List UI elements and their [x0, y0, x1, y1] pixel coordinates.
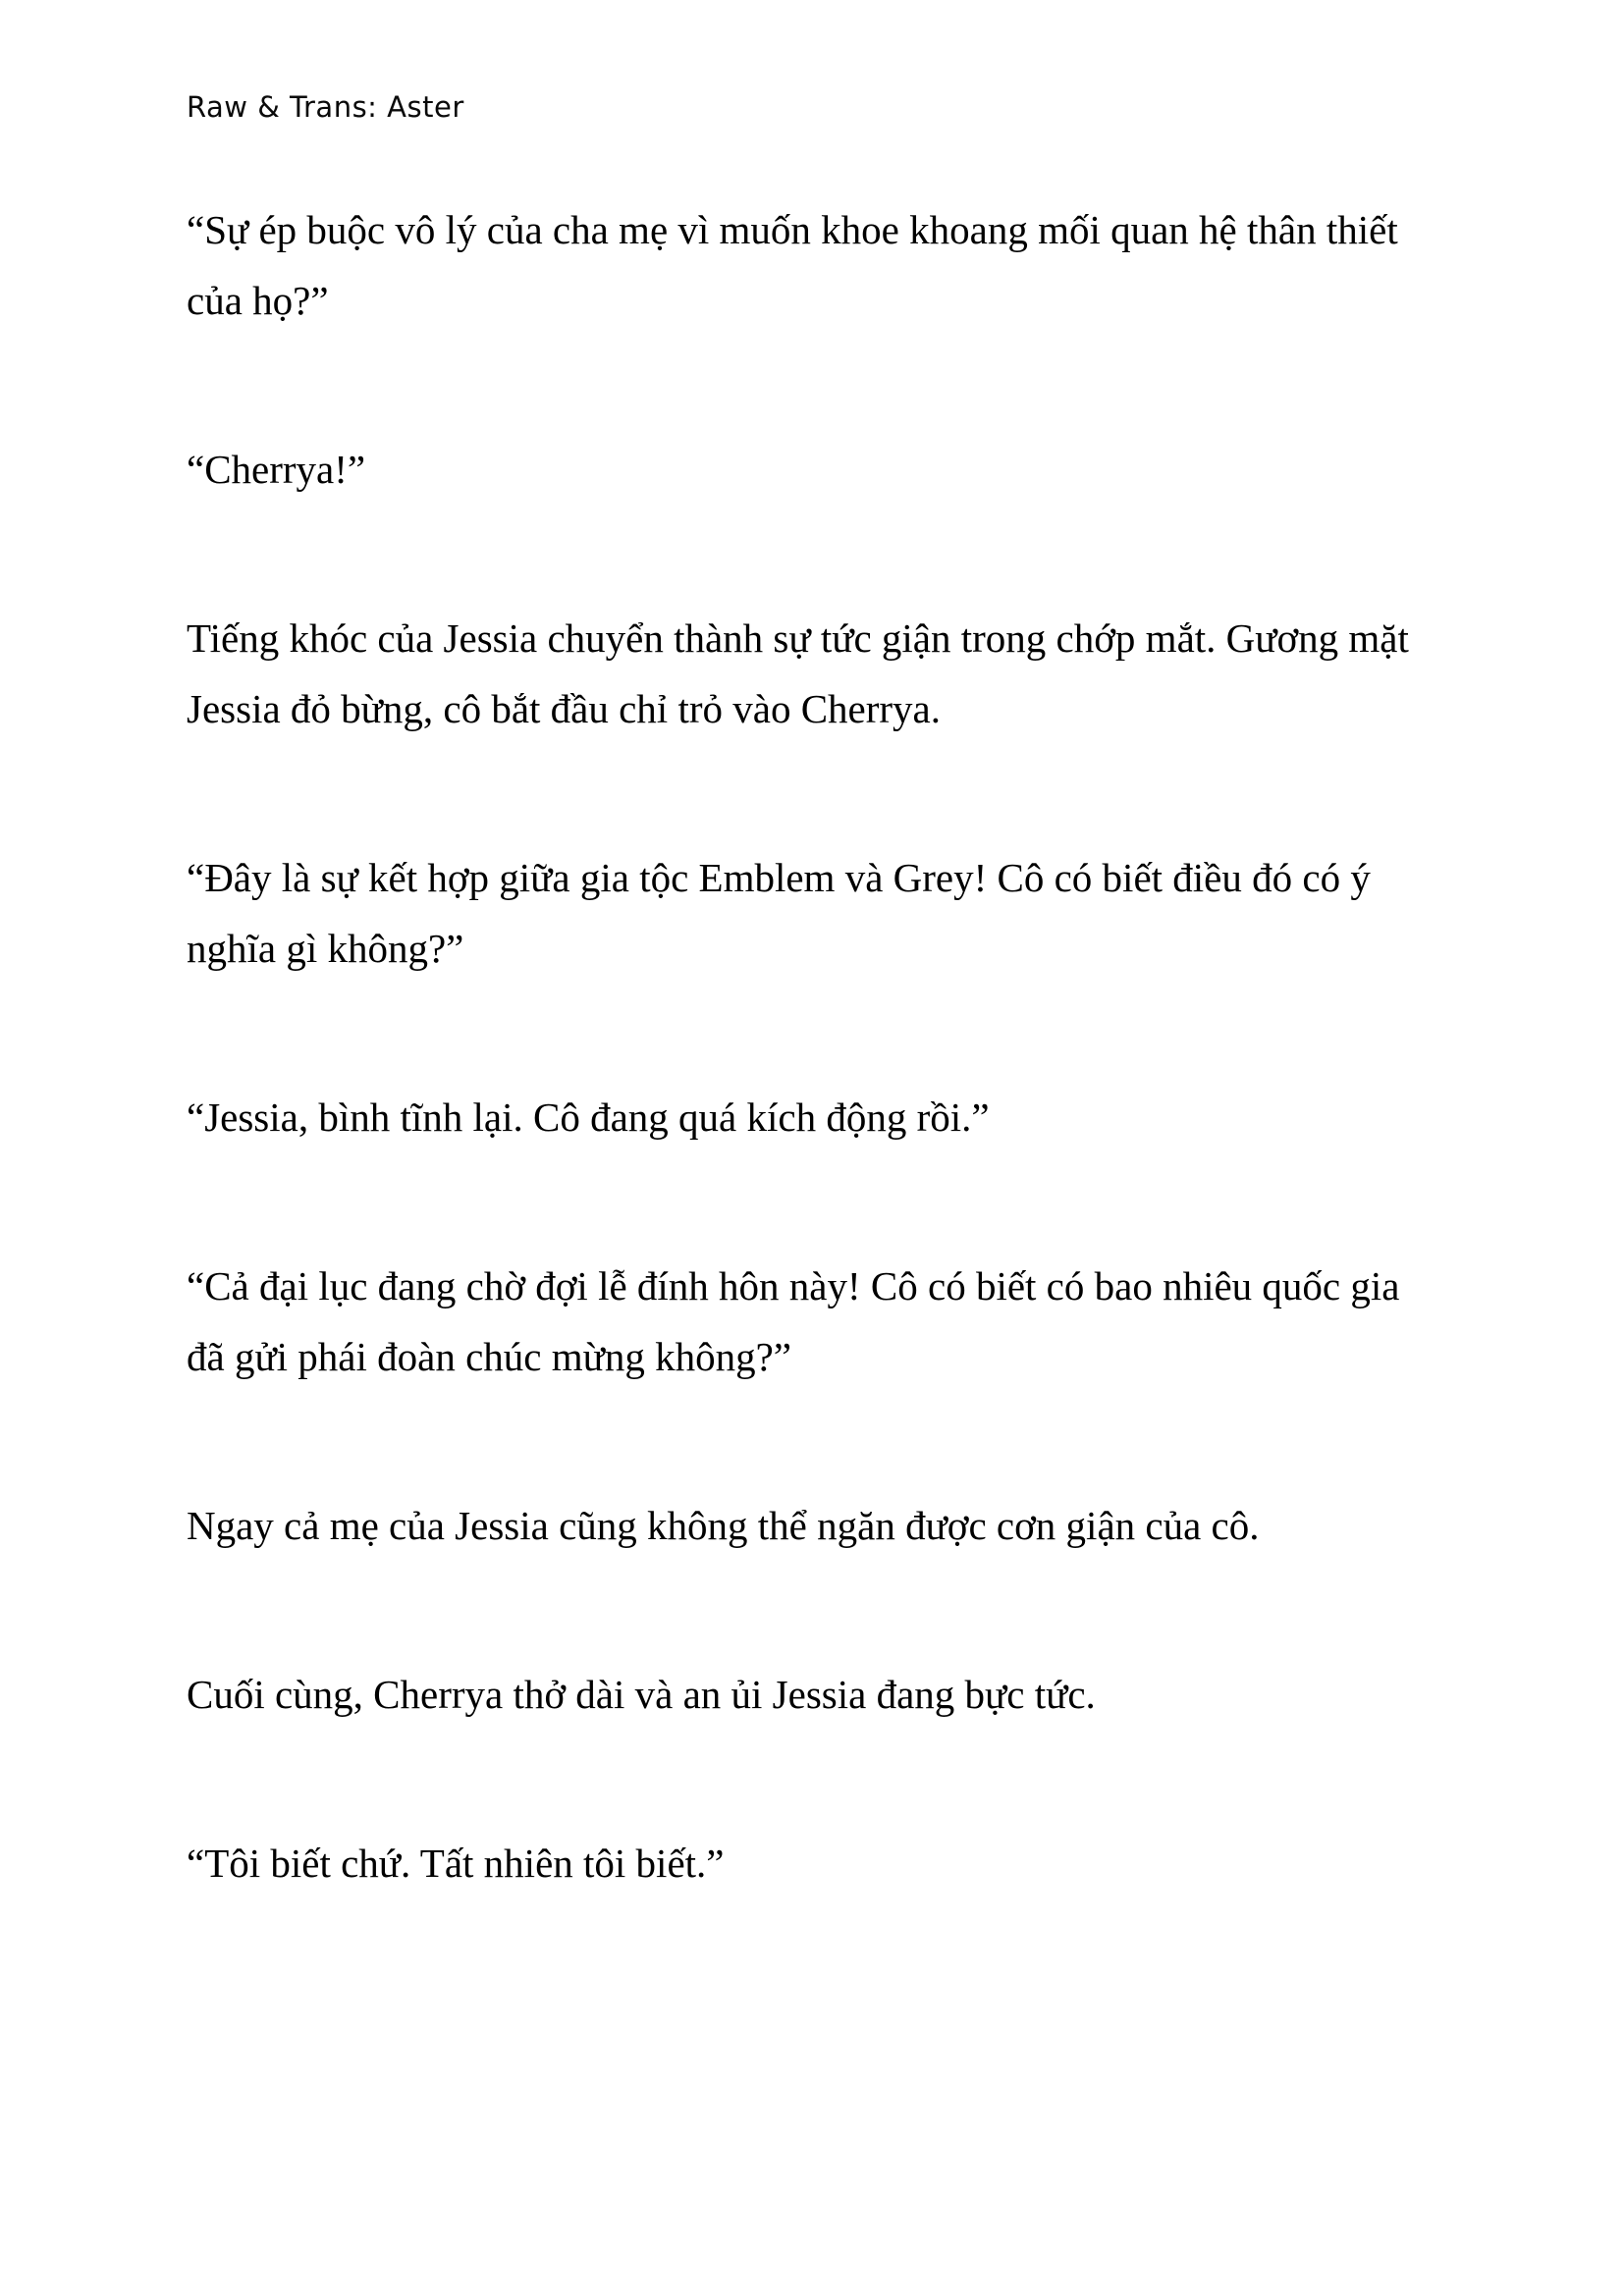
- paragraph-narration-2: Ngay cả mẹ của Jessia cũng không thể ngăn được cơn giận của cô.: [187, 1503, 1260, 1548]
- paragraph-narration-1: Tiếng khóc của Jessia chuyển thành sự tức giận trong chớp mắt. Gương mặt Jessia đỏ bừng, cô bắt đầu chỉ trỏ vào Cherrya.: [187, 615, 1409, 731]
- paragraph-quote-6: “Tôi biết chứ. Tất nhiên tôi biết.”: [187, 1841, 725, 1886]
- paragraph-narration-3: Cuối cùng, Cherrya thở dài và an ủi Jessia đang bực tức.: [187, 1672, 1096, 1717]
- paragraph-quote-5: “Cả đại lục đang chờ đợi lễ đính hôn này! Cô có biết có bao nhiêu quốc gia đã gửi phái đoàn chúc mừng không?”: [187, 1263, 1400, 1379]
- paragraph-quote-1: “Sự ép buộc vô lý của cha mẹ vì muốn khoe khoang mối quan hệ thân thiết của họ?”: [187, 207, 1398, 323]
- paragraph-quote-3: “Đây là sự kết hợp giữa gia tộc Emblem và Grey! Cô có biết điều đó có ý nghĩa gì không?”: [187, 855, 1371, 971]
- paragraph-quote-4: “Jessia, bình tĩnh lại. Cô đang quá kích động rồi.”: [187, 1095, 990, 1140]
- body-text: [187, 194, 1441, 1898]
- credit-header: Raw & Trans: Aster: [187, 90, 464, 124]
- paragraph-quote-2: “Cherrya!”: [187, 447, 366, 492]
